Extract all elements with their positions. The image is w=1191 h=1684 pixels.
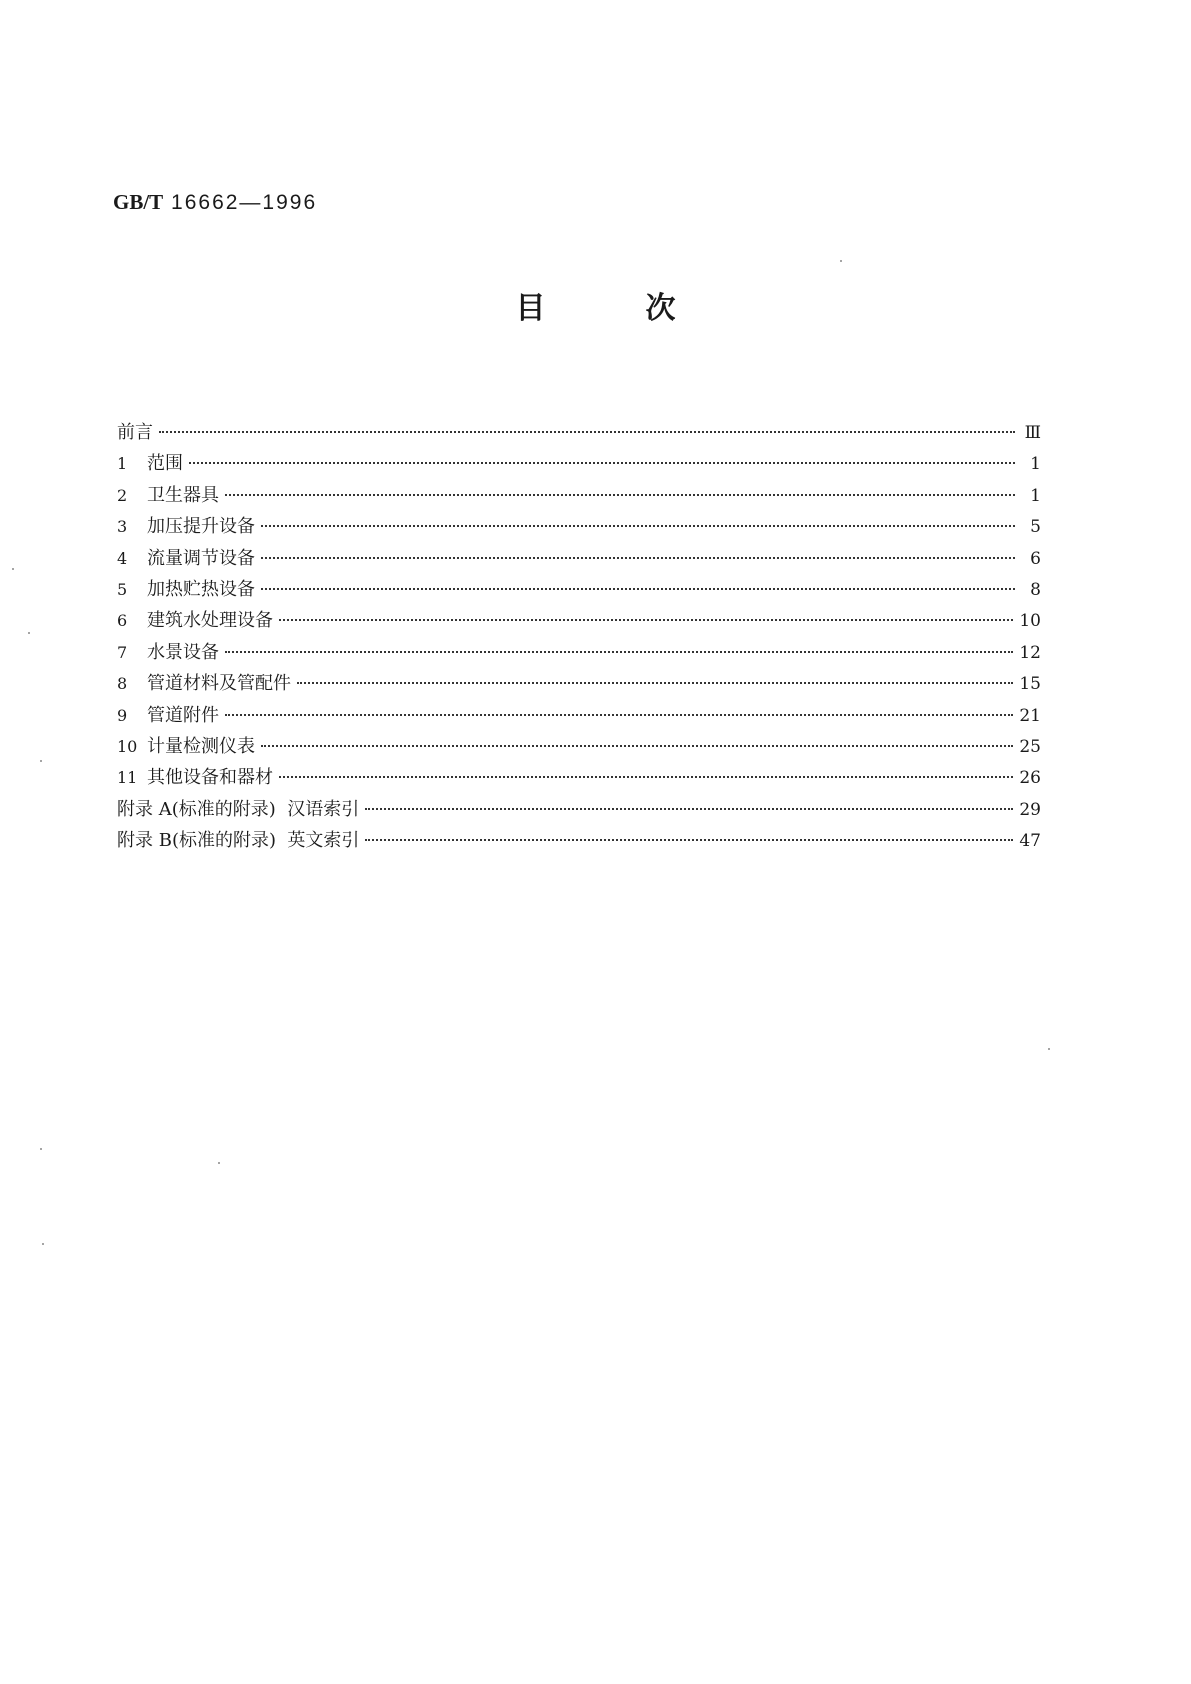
toc-page: 6 [1030,548,1041,569]
dot-leader [297,682,1013,684]
toc-label: 流量调节设备 [147,547,255,569]
toc-page: 26 [1019,768,1041,789]
toc-page: 8 [1030,579,1041,600]
toc-label: 建筑水处理设备 [147,610,273,632]
toc-number: 10 [117,736,138,756]
standard-prefix: GB/T [113,190,164,214]
toc-page: 12 [1019,642,1041,663]
toc-entry-10[interactable] [117,731,1041,762]
toc-page: 1 [1030,485,1041,506]
toc-page: 5 [1030,517,1041,538]
dot-leader [279,776,1013,778]
toc-number: 8 [117,674,128,694]
toc-entry-8[interactable] [117,668,1041,699]
dot-leader [365,839,1013,841]
toc-label: 管道附件 [147,704,219,726]
toc-number: 11 [117,768,138,788]
toc-entry-4[interactable] [117,543,1041,574]
toc-number: 4 [117,548,128,568]
toc-number: 9 [117,705,128,725]
toc-label: 附录 B(标准的附录) 英文索引 [117,830,360,852]
toc-entry-6[interactable] [117,605,1041,636]
toc-label: 水景设备 [147,641,219,663]
toc-number: 3 [117,517,128,537]
toc-page: 25 [1019,736,1041,757]
dot-leader [261,525,1015,527]
toc-page: Ⅲ [1024,423,1041,443]
dot-leader [225,714,1013,716]
toc-entry-foreword[interactable] [117,417,1041,448]
toc-label: 范围 [147,453,183,475]
dot-leader [279,619,1013,621]
toc-entry-2[interactable] [117,480,1041,511]
toc-number: 2 [117,485,128,505]
dot-leader [365,808,1013,810]
toc-entry-appendix-a[interactable] [117,794,1041,825]
toc-label: 前言 [117,422,153,443]
dot-leader [225,494,1015,496]
toc-label: 管道材料及管配件 [147,673,291,695]
toc-page: 10 [1019,611,1041,632]
dot-leader [261,588,1015,590]
toc-number: 7 [117,642,128,662]
toc-label: 附录 A(标准的附录) 汉语索引 [117,798,360,820]
toc-number: 5 [117,579,128,599]
toc-entry-7[interactable] [117,637,1041,668]
toc-label: 卫生器具 [147,484,219,506]
toc-label: 计量检测仪表 [147,735,255,757]
toc-entry-appendix-b[interactable] [117,825,1041,856]
toc-page: 21 [1019,705,1041,726]
toc-label: 其他设备和器材 [147,767,273,789]
dot-leader [225,651,1013,653]
standard-number: 16662—1996 [171,191,318,214]
title-char-1: 目 [515,291,546,326]
dot-leader [189,462,1015,464]
toc-number: 6 [117,611,128,631]
toc-label: 加热贮热设备 [147,578,255,600]
standard-code [113,190,317,215]
toc-entry-11[interactable] [117,762,1041,793]
toc-label: 加压提升设备 [147,516,255,538]
toc-entry-1[interactable] [117,448,1041,479]
dot-leader [261,745,1013,747]
dot-leader [261,557,1015,559]
toc-page: 1 [1030,454,1041,475]
page-title [0,283,1191,327]
toc-entry-9[interactable] [117,700,1041,731]
toc-entry-3[interactable] [117,511,1041,542]
table-of-contents [117,417,1041,856]
toc-page: 29 [1019,799,1041,820]
dot-leader [159,431,1015,433]
toc-entry-5[interactable] [117,574,1041,605]
toc-number: 1 [117,454,128,474]
title-char-2: 次 [645,291,676,326]
toc-page: 15 [1019,674,1041,695]
toc-page: 47 [1019,831,1041,852]
